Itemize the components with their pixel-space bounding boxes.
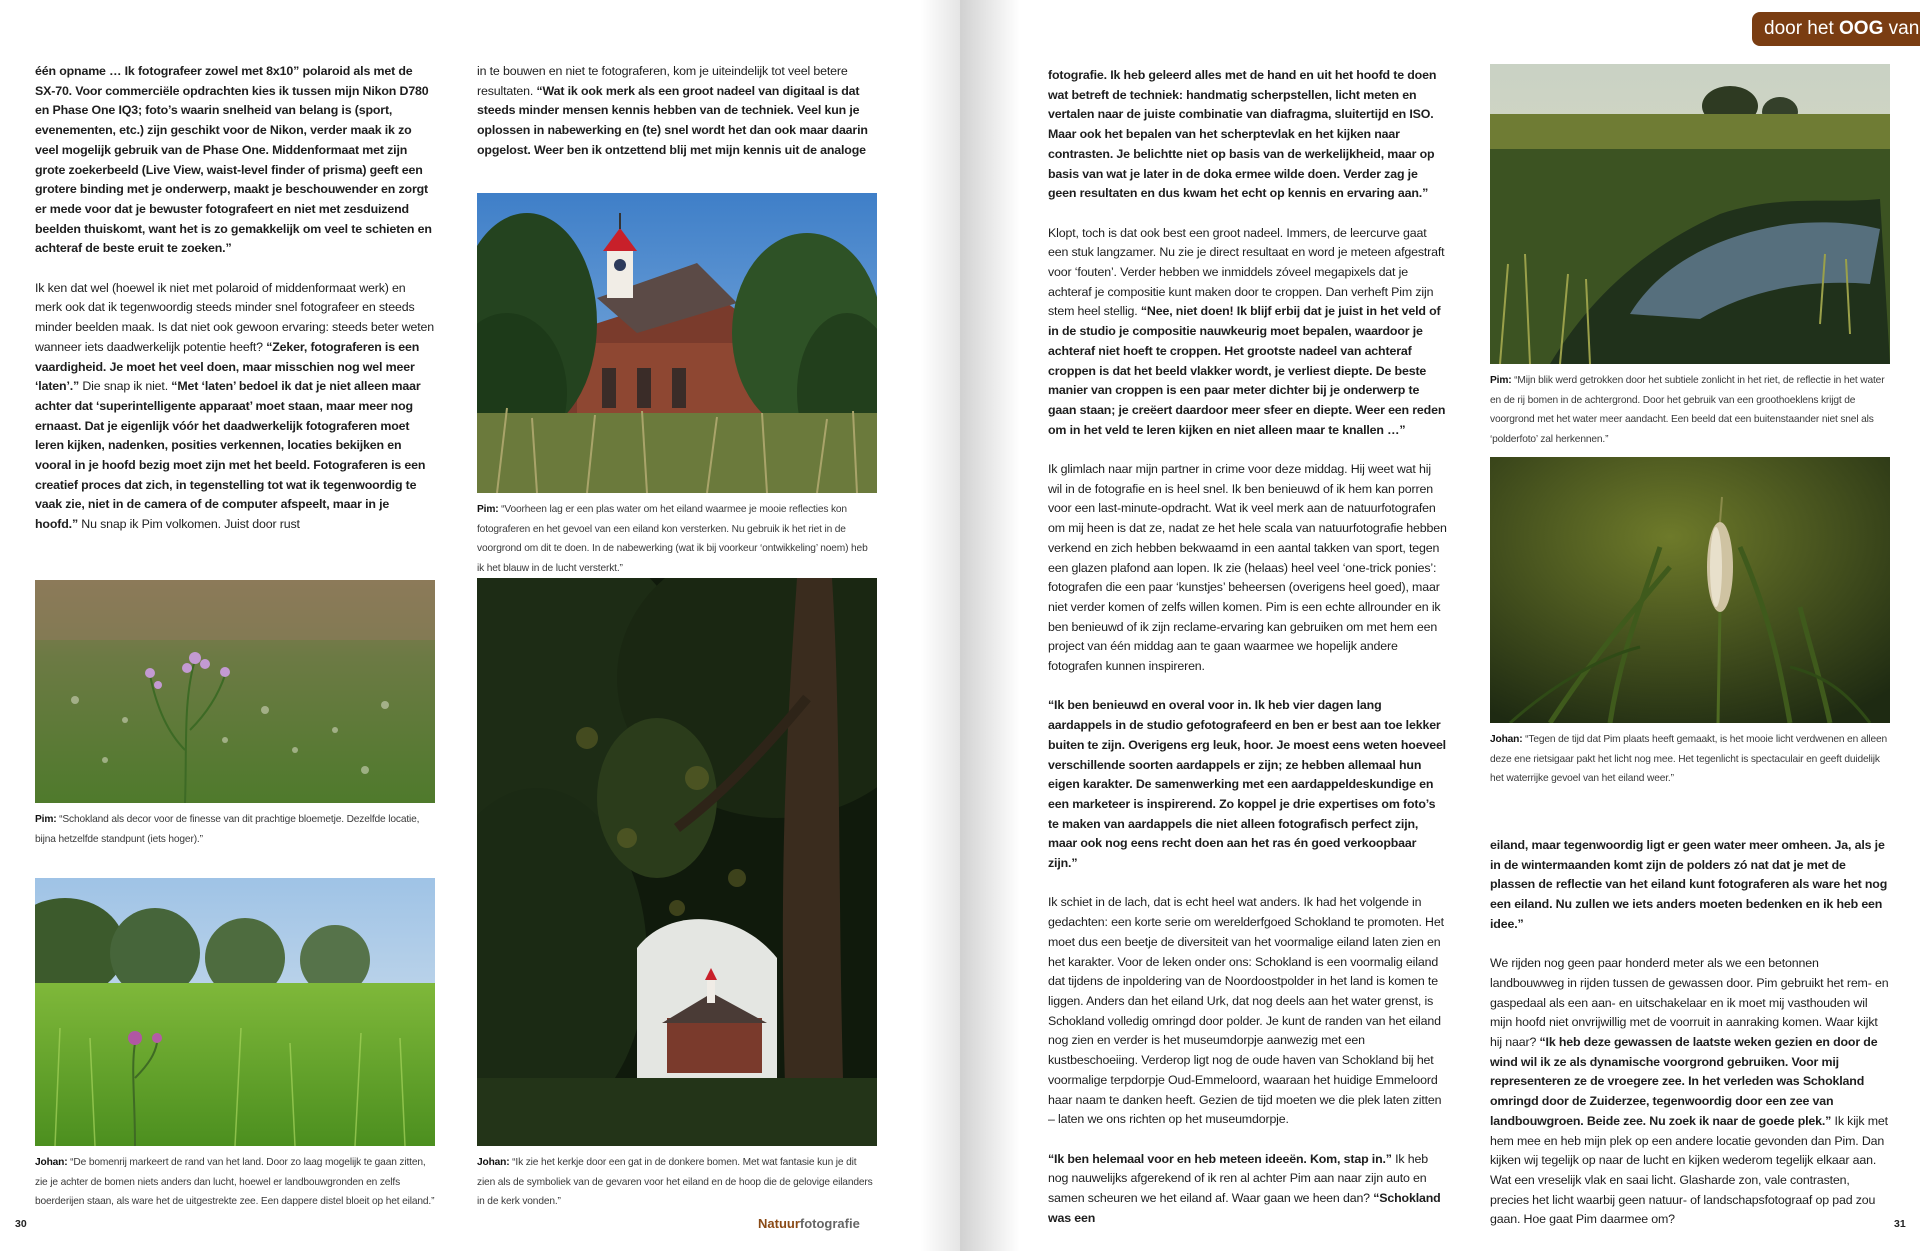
caption-text: “De bomenrij markeert de rand van het land. Door zo laag mogelijk te gaan zitten, zie je achter de bomen niets anders dan lucht, hoewel er landbouwgronden en zelfs boerderijen staan, als ware het de uitgestrekte zee. Een dappere distel bloeit op het eiland.” [35, 1157, 435, 1207]
body-text: Ik kijk met hem mee en heb mijn plek op een andere locatie gevonden dan Pim. Dan kijken wij tegelijk op naar de lucht en kijken wederom tegelijk elkaar aan. Wat een vreselijk vlak en saai licht. Glasharde zon, vale contrasten, precies het licht waarbij geen natuur- of landschapsfotograaf op pad zou gaan. Hoe gaat Pim daarmee om? [1490, 1113, 1888, 1227]
paragraph [1048, 460, 1448, 677]
quote-text: “Ik ben helemaal voor en heb meteen ideeën. Kom, stap in.” [1048, 1151, 1392, 1166]
caption-author: Johan: [35, 1157, 68, 1168]
paragraph [1048, 66, 1448, 204]
left-column-2 [477, 62, 877, 180]
brand-part2: fotografie [799, 1216, 860, 1231]
article-text [477, 62, 877, 161]
body-text: Ik heb nog nauwelijks afgerekend of ik ren al achter Pim aan naar zijn auto en samen scheuren we het eiland af. Waar gaan we heen dan? [1048, 1151, 1428, 1205]
quote-text: “Met ‘laten’ bedoel ik dat je niet alleen maar achter dat ‘superintelligente apparaat’ moet staan, maar meer nog ernaast. Dat je eigenlijk vóór het daadwerkelijk fotograferen moet leren kijken, nadenken, posities verkennen, locaties bekijken en vooral in je hoofd bezig moet zijn met het beeld. Fotograferen is een creatief proces dat zich, in tegenstelling tot wat ik tegenwoordig te vaak zie, niet in de camera of de computer afspeelt, maar in je hoofd.” [35, 379, 426, 532]
caption-church [477, 500, 877, 578]
quote-text: één opname … Ik fotografeer zowel met 8x10” polaroid als met de SX-70. Voor commerciële opdrachten kies ik tussen mijn Nikon D780 en Phase One IQ3; foto’s waarin snelheid van belang is (sport, evenementen, etc.) zijn geschikt voor de Nikon, verder maak ik zo veel mogelijk gebruik van de Phase One. Middenformaat met zijn grote zoekerbeeld (Live View, waist-level finder of prisma) geeft een grotere binding met je onderwerp, maakt je beschouwender en zorgt er mede voor dat je bewuster fotografeert en niet met zesduizend beelden thuiskomt, want het is zo gemakkelijk om veel te schieten en achteraf de beste eruit te zoeken.” [35, 64, 432, 256]
quote-text: fotografie. Ik heb geleerd alles met de hand en uit het hoofd te doen wat betreft de techniek: handmatig scherpstellen, licht meten en vertalen naar de juiste combinatie van diafragma, sluitertijd en ISO. Maar ook het bepalen van het scherptevlak en het kijken naar contrasten. Je belichtte niet op basis van de werkelijkheid, maar op basis van wat je later in de doka ermee wilde doen. Verder zag je geen resultaten en dus kwam het echt op kennis en ervaring aan.” [1048, 68, 1437, 201]
caption-thistle [35, 1153, 435, 1212]
paragraph [35, 62, 435, 259]
page-number-right: 31 [1894, 1218, 1906, 1230]
left-column-1 [35, 62, 435, 555]
paragraph [1048, 893, 1448, 1129]
caption-flower [35, 810, 435, 849]
photo-trees [477, 578, 877, 1146]
photo-reed [1490, 457, 1890, 723]
paragraph [35, 279, 435, 535]
caption-author: Johan: [1490, 734, 1523, 745]
body-text: Ik glimlach naar mijn partner in crime voor deze middag. Hij weet wat hij wil in de fotografie en is heel snel. Ik ben benieuwd of ik hem kan porren voor een last-minute-opdracht. Wat ik veel merk aan de natuurfotografen om mij heen is dat ze, nadat ze het hele scala van natuurfotografie hebben verkend en zich hebben bekwaamd in een aantal takken van sport, tegen een glazen plafond aan lopen. Ik zie (helaas) heel veel ‘one-trick ponies’: fotografen die een paar ‘kunstjes’ beheersen (overigens heel goed), maar niet verder komen of zelfs willen komen. Pim is een echte allrounder en ik ben benieuwd of ik zijn reclame-ervaring kan gebruiken om met hem een project van één middag aan te gaan waarmee we hopelijk andere fotografen kunnen inspireren. [1048, 462, 1447, 674]
article-text [35, 62, 435, 535]
section-tab [1752, 12, 1920, 46]
paragraph [1048, 696, 1448, 873]
body-text: in te bouwen en niet te fotograferen, kom je uiteindelijk tot veel betere resultaten. [477, 64, 848, 98]
quote-text: “Schokland was een [1048, 1191, 1441, 1225]
magazine-brand [758, 1216, 860, 1231]
body-text: Ik schiet in de lach, dat is echt heel wat anders. Ik had het volgende in gedachten: een korte serie om werelderfgoed Schokland te promoten. Het moet dus een beetje de diversiteit van het voormalige eiland laten zien en het karakter. Voor de leken onder ons: Schokland is een voormalig eiland dat tijdens de inpoldering van de Noordoostpolder in het land is komen te liggen. Anders dan het eiland Urk, dat nog deels aan het water grenst, is Schokland volledig omringd door polder. Je kunt de randen van het eiland nog zien en verder is het museumdorpje aanwezig met een kustbeschoeiing. Verderop ligt nog de oude haven van Schokland bij het voormalige terpdorpje Oud-Emmeloord, waaraan het huidige Emmeloord haar naam te danken heeft. Gezien de tijd moeten we die plek laten zitten – laten we ons richten op het museumdorpje. [1048, 895, 1444, 1127]
quote-text: “Nee, niet doen! Ik blijf erbij dat je juist in het veld of in de studio je compositie nauwkeurig moet bepalen, waardoor je achteraf niet hoeft te croppen. Het grootste nadeel van achteraf croppen is dat het beeld vlakker wordt, je verliest diepte. De beste manier van croppen is een paar meter dichter bij je onderwerp te gaan staan; je creëert daardoor meer sfeer en diepte. Weer een reden om in het veld te leren kijken en niet alleen maar te knallen …” [1048, 304, 1446, 437]
caption-author: Pim: [477, 504, 499, 515]
body-text: Ik ken dat wel (hoewel ik niet met polaroid of middenformaat werk) en merk ook dat ik tegenwoordig steeds minder snel fotografeer en steeds minder beelden maak. Is dat niet ook gewoon ervaring: steeds beter weten wanneer iets daadwerkelijk potentie heeft? [35, 280, 435, 354]
section-tab-post: van [1888, 18, 1920, 39]
caption-author: Pim: [1490, 375, 1512, 386]
body-text: Die snap ik niet. [79, 379, 172, 394]
caption-author: Pim: [35, 814, 57, 825]
photo-thistle [35, 878, 435, 1146]
photo-church [477, 193, 877, 493]
caption-text: “Schokland als decor voor de finesse van dit prachtige bloemetje. Dezelfde locatie, bijna hetzelfde standpunt (iets hoger).” [35, 814, 420, 845]
caption-author: Johan: [477, 1157, 510, 1168]
paragraph [1490, 836, 1890, 935]
photo-water [1490, 64, 1890, 364]
quote-text: “Wat ik ook merk als een groot nadeel van digitaal is dat steeds minder mensen kennis hebben van de techniek. Veel kun je oplossen in nabewerking en (te) snel wordt het dan ook maar daarin opgelost. Weer ben ik ontzettend blij met mijn kennis uit de analoge [477, 83, 868, 157]
right-page [960, 0, 1920, 1251]
paragraph [1048, 1150, 1448, 1229]
page-number-left: 30 [15, 1218, 27, 1230]
section-tab-pre: door het [1764, 18, 1834, 39]
paragraph [1490, 954, 1890, 1230]
quote-text: eiland, maar tegenwoordig ligt er geen water meer omheen. Ja, als je in de wintermaanden komt zijn de polders zó nat dat je met de plassen de reflectie van het eiland kunt fotograferen als ware het nog een eiland. Nu zullen we iets anders moeten bedenken en ik heb een idee.” [1490, 838, 1888, 931]
caption-water [1490, 371, 1890, 449]
caption-trees [477, 1153, 877, 1212]
quote-text: “Ik heb deze gewassen de laatste weken gezien en door de wind wil ik ze als dynamische voorgrond gebruiken. Voor mij representeren ze de vroegere zee. In het verleden was Schokland omringd door de Zuiderzee, tegenwoordig door een zee van landbouwgroen. Beide zee. Nu zoek ik naar de goede plek.” [1490, 1035, 1878, 1128]
paragraph [1048, 224, 1448, 441]
body-text: We rijden nog geen paar honderd meter als we een betonnen landbouwweg in rijden tussen de gewassen door. Pim gebruikt het rem- en gaspedaal als een aan- en uitschakelaar en ik moet mij vasthouden wil mijn hoofd niet onvrijwillig met de voorruit in aanraking komen. Waar kijkt hij naar? [1490, 956, 1889, 1050]
photo-flower [35, 580, 435, 803]
caption-text: “Mijn blik werd getrokken door het subtiele zonlicht in het riet, de reflectie in het water en de rij bomen in de achtergrond. Door het gebruik van een groothoeklens krijgt de voorgrond met het water meer aandacht. Een beeld dat een buitenstaander niet snel als ‘polderfoto’ zal herkennen.” [1490, 375, 1885, 445]
body-text: Klopt, toch is dat ook best een groot nadeel. Immers, de leercurve gaat een stuk langzamer. Nu zie je direct resultaat en word je meteen afgestraft voor ‘fouten’. Verder hebben we inmiddels zóveel megapixels dat je achteraf je compositie kunt maken door te croppen. Dan verheft Pim zijn stem heel stellig. [1048, 225, 1445, 319]
caption-reed [1490, 730, 1890, 789]
caption-text: “Tegen de tijd dat Pim plaats heeft gemaakt, is het mooie licht verdwenen en alleen deze ene rietsigaar pakt het licht nog mee. Het tegenlicht is spectaculair en geeft duidelijk het waterrijke gevoel van het eiland weer.” [1490, 734, 1888, 784]
right-column-1 [1048, 66, 1448, 1248]
paragraph [477, 62, 877, 161]
body-text: Nu snap ik Pim volkomen. Juist door rust [78, 517, 300, 532]
quote-text: “Zeker, fotograferen is een vaardigheid. Je moet het veel doen, maar misschien nog wel meer ‘laten’.” [35, 339, 420, 394]
quote-text: “Ik ben benieuwd en overal voor in. Ik heb vier dagen lang aardappels in de studio gefotografeerd en ben er best aan toe lekker buiten te zijn. Overigens erg leuk, hoor. Je moest eens weten hoeveel verschillende soorten aardappels er zijn; ze hebben allemaal hun eigen karakter. De samenwerking met een aardappeldeskundige en een marketeer is inspirerend. Zo koppel je drie expertises om foto’s te maken van aardappels die niet alleen fotografisch perfect zijn, maar ook nog eens recht doen aan het ras én goed verkoopbaar zijn.” [1048, 698, 1446, 871]
right-column-2 [1490, 836, 1890, 1250]
article-text [1490, 836, 1890, 1230]
brand-part1: Natuur [758, 1216, 800, 1231]
caption-text: “Voorheen lag er een plas water om het eiland waarmee je mooie reflecties kon fotograferen en het gevoel van een eiland kon versterken. Nu gebruik ik het riet in de voorgrond om dit te doen. In de nabewerking (wat ik bij voorkeur ‘ontwikkeling’ noem) heb ik het blauw in de lucht versterkt.” [477, 504, 868, 574]
article-text [1048, 66, 1448, 1228]
caption-text: “Ik zie het kerkje door een gat in de donkere bomen. Met wat fantasie kun je dit zien als de symboliek van de gevaren voor het eiland en de hoop die de gelovige eilanders in de kerk vonden.” [477, 1157, 873, 1207]
section-tab-bold: OOG [1839, 18, 1884, 39]
